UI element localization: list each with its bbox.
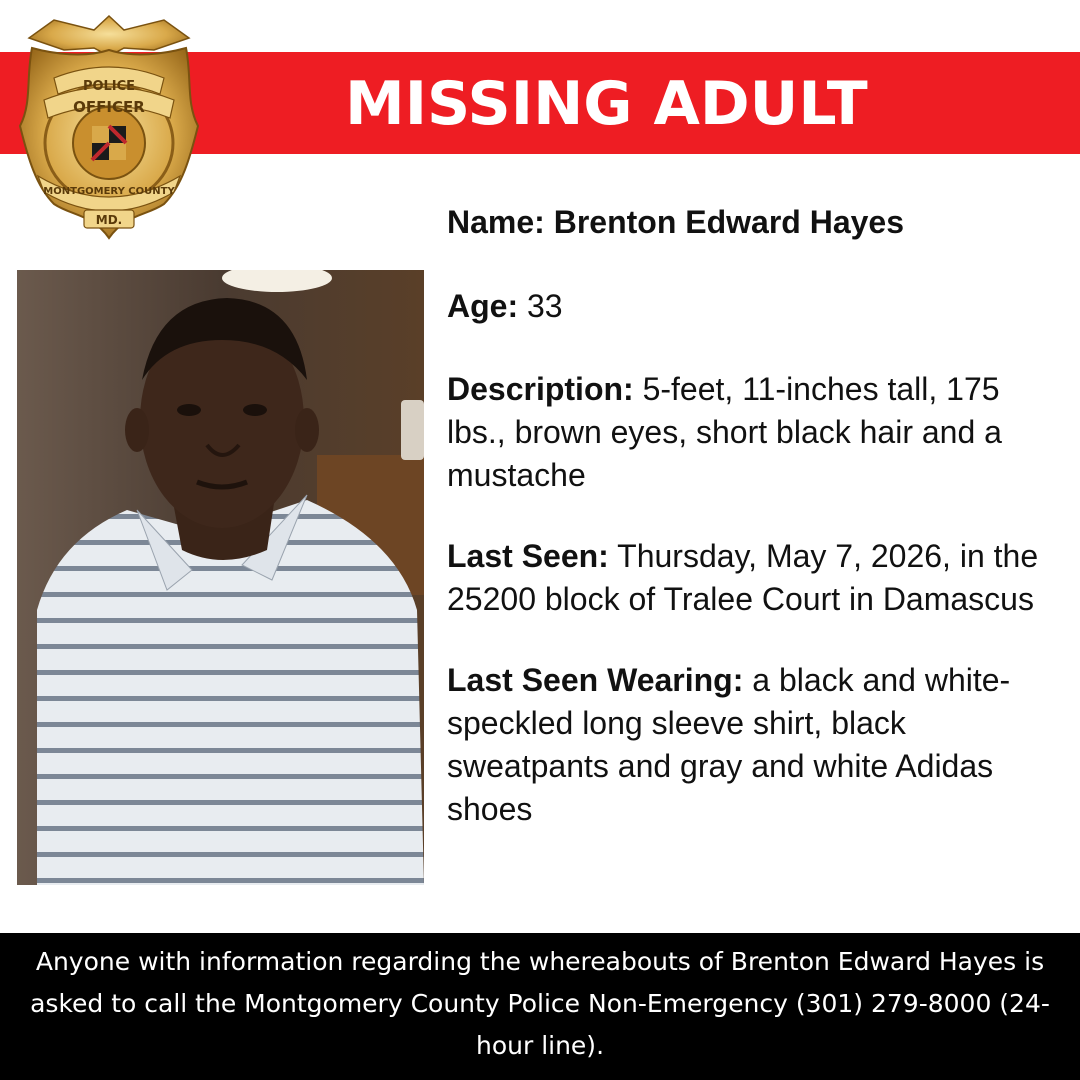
police-badge-icon bbox=[14, 8, 204, 248]
svg-text:MD.: MD. bbox=[95, 213, 123, 227]
last-seen-wearing-line: Last Seen Wearing: a black and white-speckled long sleeve shirt, black sweatpants and gray and white Adidas shoes bbox=[447, 662, 1011, 827]
svg-text:MONTGOMERY COUNTY: MONTGOMERY COUNTY bbox=[43, 186, 175, 197]
contact-text: Anyone with information regarding the whereabouts of Brenton Edward Hayes is asked to call the Montgomery County Police Non-Emergency (301) 279-8000 (24-hour line). bbox=[30, 947, 1050, 1060]
description-line: Description: 5-feet, 11-inches tall, 175 lbs., brown eyes, short black hair and a mustache bbox=[447, 371, 1002, 493]
age-line: Age: 33 bbox=[447, 288, 563, 324]
page-title: MISSING ADULT bbox=[345, 69, 868, 139]
svg-text:POLICE: POLICE bbox=[82, 79, 136, 94]
svg-text:OFFICER: OFFICER bbox=[73, 98, 145, 116]
missing-person-details bbox=[447, 200, 1067, 831]
name-line: Name: Brenton Edward Hayes bbox=[447, 204, 905, 240]
contact-footer bbox=[0, 933, 1080, 1080]
missing-person-photo bbox=[17, 270, 424, 885]
last-seen-line: Last Seen: Thursday, May 7, 2026, in the 25200 block of Tralee Court in Damascus bbox=[447, 538, 1039, 617]
